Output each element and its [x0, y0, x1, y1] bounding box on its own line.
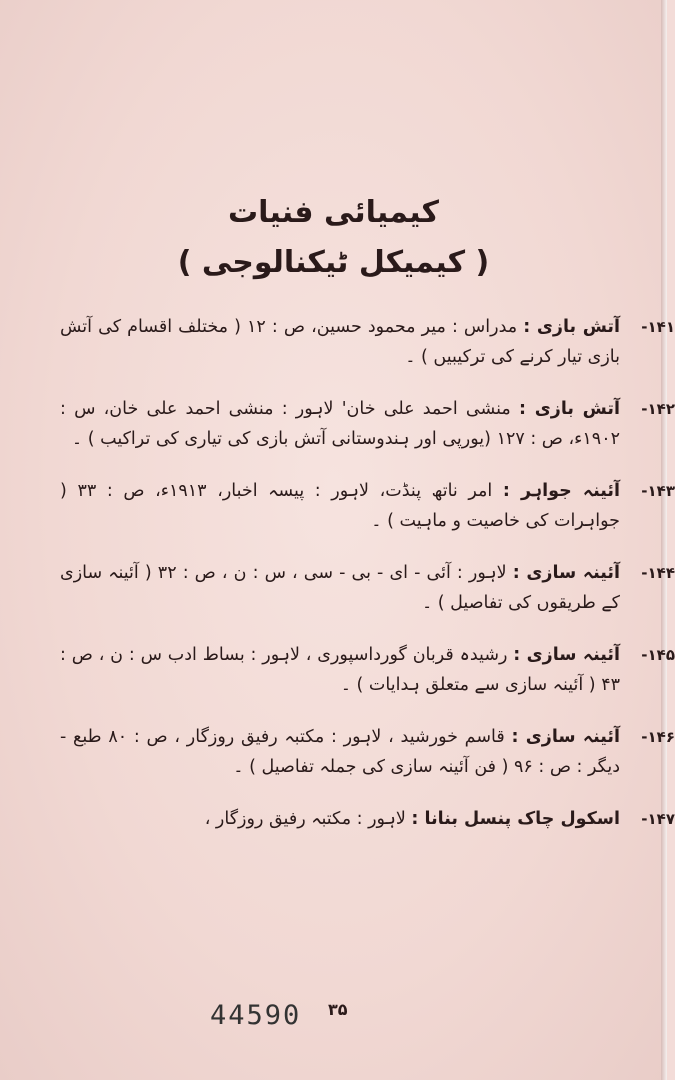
- entry-head: آتش بازی :: [518, 399, 620, 419]
- entry-number: -۱۴۳: [641, 482, 675, 500]
- accession-number-stamp: 44590: [210, 1000, 302, 1031]
- entry-145: [60, 640, 675, 700]
- entry-number: -۱۴۴: [641, 564, 675, 582]
- entry-head: آئینہ جواہر :: [502, 481, 620, 501]
- entry-body: مدراس : میر محمود حسین، ص : ۱۲ ( مختلف اقسام کی آتش بازی تیار کرنے کی ترکیبیں ) ۔: [60, 317, 620, 367]
- entry-body: امر ناتھ پنڈت، لاہور : پیسہ اخبار، ۱۹۱۳ء، ص : ۳۳ ( جواہرات کی خاصیت و ماہیت ) ۔: [60, 481, 620, 531]
- entry-number: -۱۴۷: [641, 810, 675, 828]
- page-number: ۳۵: [328, 1000, 348, 1019]
- entry-text: [60, 640, 620, 700]
- entry-141: [60, 312, 675, 372]
- entry-body: لاہور : مکتبہ رفیق روزگار ،: [204, 809, 406, 829]
- entry-number: -۱۴۱: [641, 318, 675, 336]
- entry-head: آئینہ سازی :: [513, 645, 620, 665]
- entry-head: آئینہ سازی :: [511, 727, 620, 747]
- entry-body: منشی احمد علی خان' لاہور : منشی احمد علی خان، س : ۱۹۰۲ء، ص : ۱۲۷ (یورپی اور ہندوستانی آتش بازی کی تیاری کی تراکیب ) ۔: [60, 399, 620, 449]
- entry-143: [60, 476, 675, 536]
- entry-head: آتش بازی :: [523, 317, 621, 337]
- entry-text: [60, 722, 620, 782]
- entry-list: [60, 312, 675, 834]
- entry-body: رشیدہ قربان گورداسپوری ، لاہور : بساط ادب س : ن ، ص : ۴۳ ( آئینہ سازی سے متعلق ہدایات ) ۔: [60, 645, 620, 695]
- entry-142: [60, 394, 675, 454]
- entry-head: اسکول چاک پنسل بنانا :: [411, 809, 620, 829]
- entry-number: -۱۴۶: [641, 728, 675, 746]
- page-edge: [661, 0, 667, 1080]
- entry-text: [60, 312, 620, 372]
- entry-text: [60, 558, 620, 618]
- entry-body: لاہور : آئی - ای - بی - سی ، س : ن ، ص : ۳۲ ( آئینہ سازی کے طریقوں کی تفاصیل ) ۔: [60, 563, 620, 613]
- entry-text: [60, 804, 620, 834]
- entry-144: [60, 558, 675, 618]
- entry-number: -۱۴۵: [641, 646, 675, 664]
- entry-number: -۱۴۲: [641, 400, 675, 418]
- page-subtitle: ( کیمیکل ٹیکنالوجی ): [177, 245, 490, 280]
- page-title: کیمیائی فنیات: [228, 195, 439, 230]
- entry-head: آئینہ سازی :: [512, 563, 620, 583]
- entry-text: [60, 394, 620, 454]
- entry-body: قاسم خورشید ، لاہور : مکتبہ رفیق روزگار ، ص : ۸۰ طبع - دیگر : ص : ۹۶ ( فن آئینہ سازی کی جملہ تفاصیل ) ۔: [60, 727, 620, 777]
- entry-146: [60, 722, 675, 782]
- entry-text: [60, 476, 620, 536]
- entry-147: [60, 804, 675, 834]
